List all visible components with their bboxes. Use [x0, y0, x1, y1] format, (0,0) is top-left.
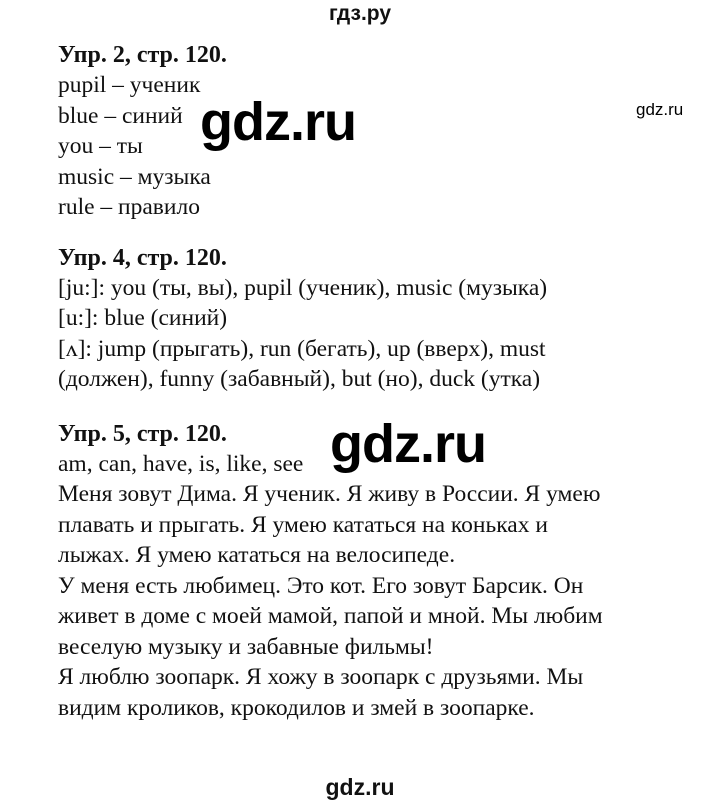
text-line: [u:]: blue (синий) — [58, 305, 228, 331]
text-line: blue – синий — [58, 102, 183, 129]
text-line: Я люблю зоопарк. Я хожу в зоопарк с друзьями. Мы — [58, 664, 584, 690]
text-line: music – музыка — [58, 163, 211, 190]
text-line: видим кроликов, крокодилов и змей в зоопарке. — [58, 694, 535, 721]
exercise-4 — [58, 243, 708, 395]
text-line: [ju:]: you (ты, вы), pupil (ученик), music (музыка) — [58, 274, 548, 301]
text-line: you – ты — [58, 133, 143, 159]
text-line: лыжах. Я умею кататься на велосипеде. — [58, 542, 456, 568]
exercise-2 — [58, 40, 708, 223]
text-line: веселую музыку и забавные фильмы! — [58, 633, 434, 660]
text-line: плавать и прыгать. Я умею кататься на коньках и — [58, 511, 548, 538]
text-line: живет в доме с моей мамой, папой и мной. Мы любим — [58, 603, 603, 629]
watermark-logo: gdz.ru — [200, 92, 356, 152]
text-line: [ʌ]: jump (прыгать), run (бегать), up (вверх), must — [58, 335, 546, 362]
text-line: rule – правило — [58, 194, 200, 220]
text-line: (должен), funny (забавный), but (но), duck (утка) — [58, 366, 541, 392]
exercise-title: Упр. 2, стр. 120. — [58, 42, 227, 68]
site-footer: gdz.ru — [325, 774, 395, 800]
exercise-title: Упр. 5, стр. 120. — [58, 420, 227, 447]
document-body — [58, 40, 708, 723]
text-line: Меня зовут Дима. Я ученик. Я живу в России. Я умею — [58, 481, 601, 507]
text-line: У меня есть любимец. Это кот. Его зовут Барсик. Он — [58, 572, 584, 599]
exercise-title: Упр. 4, стр. 120. — [58, 244, 227, 271]
watermark-text: gdz.ru — [636, 100, 684, 119]
text-line: am, can, have, is, like, see — [58, 450, 304, 477]
site-header: гдз.ру — [328, 2, 392, 25]
watermark-logo: gdz.ru — [330, 414, 486, 474]
text-line: pupil – ученик — [58, 72, 201, 98]
